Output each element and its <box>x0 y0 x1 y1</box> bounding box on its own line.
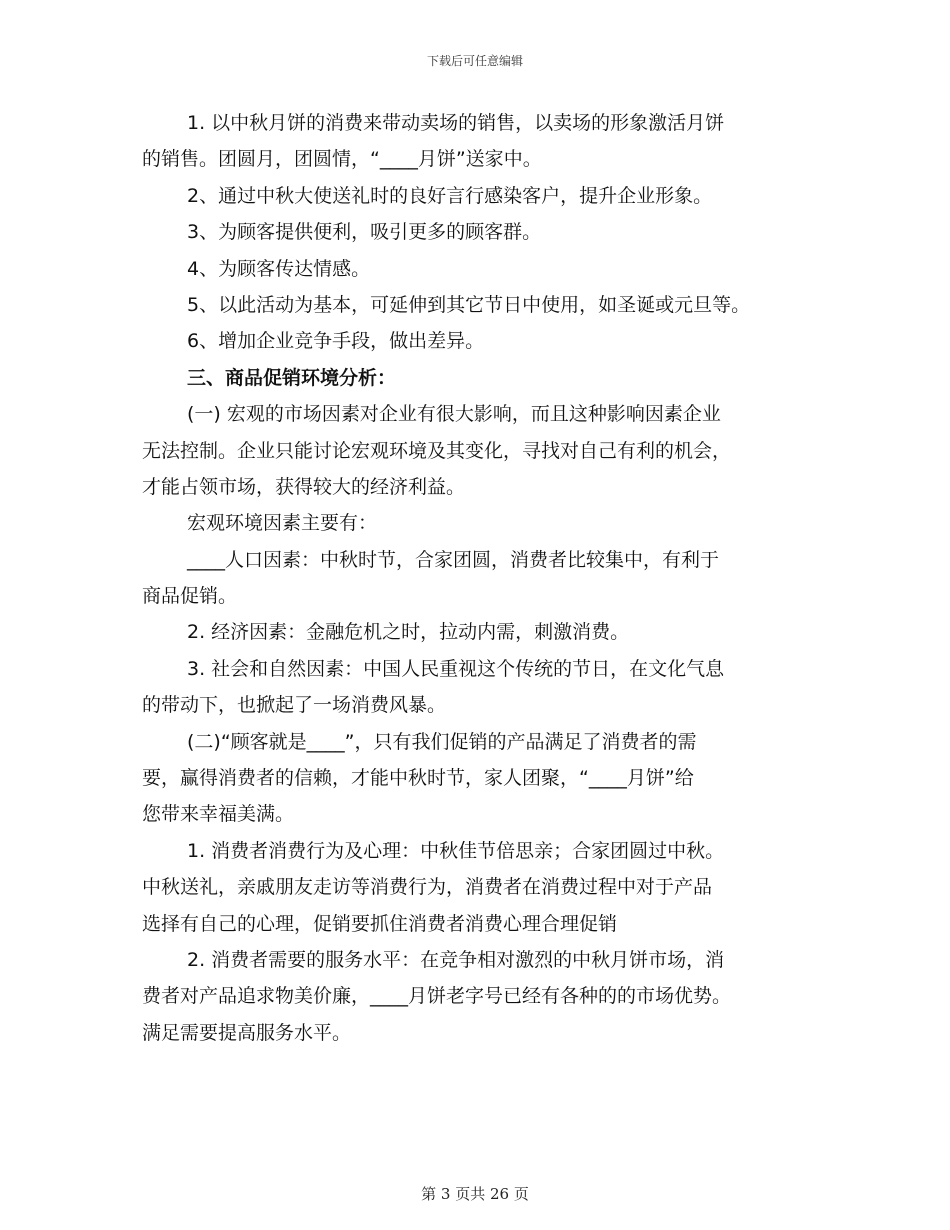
paragraph-line: 2. 经济因素：金融危机之时，拉动内需，刺激消费。 <box>187 621 630 644</box>
paragraph-line: 满足需要提高服务水平。 <box>142 1021 352 1044</box>
paragraph-line: 您带来幸福美满。 <box>142 803 295 826</box>
paragraph-line: 要，赢得消费者的信赖，才能中秋时节，家人团聚，“____月饼”给 <box>142 767 694 790</box>
paragraph-line: 6、增加企业竞争手段，做出差异。 <box>187 330 485 353</box>
paragraph-line: 才能占领市场，获得较大的经济利益。 <box>142 475 466 498</box>
paragraph-line: 3、为顾客提供便利，吸引更多的顾客群。 <box>187 221 542 244</box>
paragraph-line: 2. 消费者需要的服务水平：在竞争相对激烈的中秋月饼市场，消 <box>187 948 725 971</box>
paragraph-line: 5、以此活动为基本，可延伸到其它节日中使用，如圣诞或元旦等。 <box>187 293 751 316</box>
paragraph-line: 中秋送礼，亲戚朋友走访等消费行为，消费者在消费过程中对于产品 <box>142 876 713 899</box>
paragraph-line: (二)“顾客就是____”，只有我们促销的产品满足了消费者的需 <box>187 730 697 753</box>
paragraph-line: 3. 社会和自然因素：中国人民重视这个传统的节日，在文化气息 <box>187 657 725 680</box>
paragraph-line: 宏观环境因素主要有： <box>187 512 378 535</box>
paragraph-line: 选择有自己的心理，促销要抓住消费者消费心理合理促销 <box>142 912 618 935</box>
paragraph-line: 的带动下，也掀起了一场消费风暴。 <box>142 694 447 717</box>
paragraph-line: 1. 消费者消费行为及心理：中秋佳节倍思亲；合家团圆过中秋。 <box>187 839 725 862</box>
paragraph-line: (一) 宏观的市场因素对企业有很大影响，而且这种影响因素企业 <box>187 403 721 426</box>
page-header: 下载后可任意编辑 <box>426 54 523 68</box>
paragraph-line: ____人口因素：中秋时节，合家团圆，消费者比较集中，有利于 <box>187 548 720 571</box>
page-number: 第 3 页共 26 页 <box>421 1185 529 1203</box>
paragraph-line: 2、通过中秋大使送礼时的良好言行感染客户，提升企业形象。 <box>187 184 713 207</box>
section-heading: 三、商品促销环境分析： <box>187 366 397 389</box>
paragraph-line: 4、为顾客传达情感。 <box>187 257 371 280</box>
paragraph-line: 无法控制。企业只能讨论宏观环境及其变化，寻找对自己有利的机会， <box>142 439 732 462</box>
paragraph-line: 商品促销。 <box>142 585 238 608</box>
paragraph-line: 费者对产品追求物美价廉，____月饼老字号已经有各种的的市场优势。 <box>142 985 732 1008</box>
document-body <box>142 105 822 1051</box>
paragraph-line: 的销售。团圆月，团圆情，“____月饼”送家中。 <box>142 148 542 171</box>
paragraph-line: 1. 以中秋月饼的消费来带动卖场的销售，以卖场的形象激活月饼 <box>187 112 725 134</box>
